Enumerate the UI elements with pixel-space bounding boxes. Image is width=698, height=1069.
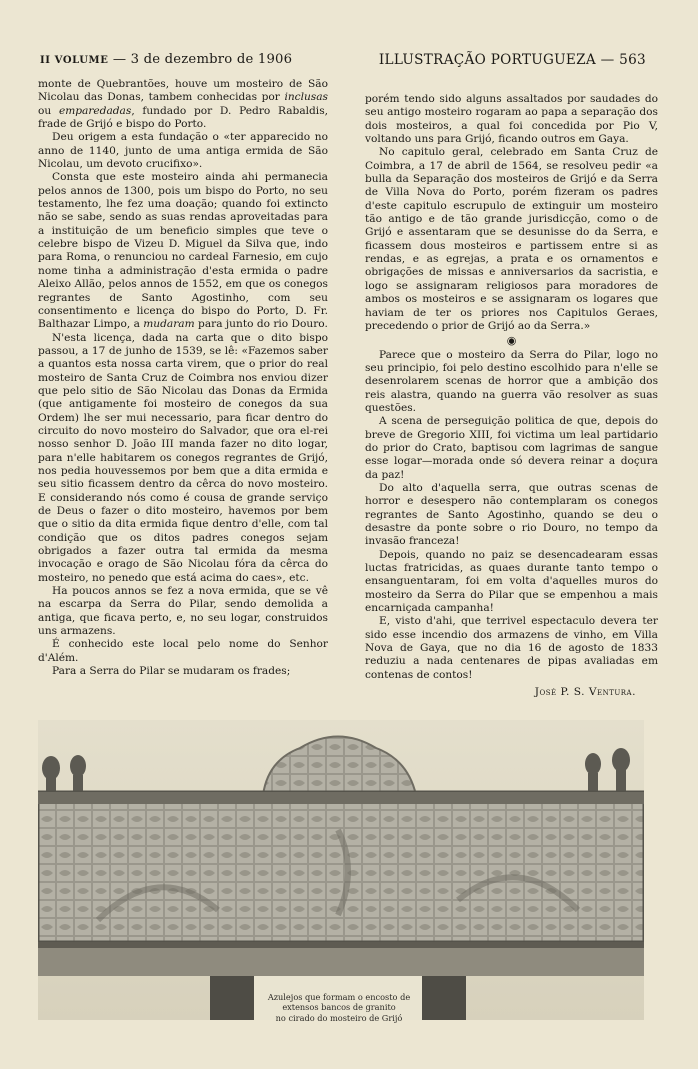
right-column xyxy=(365,93,658,699)
paragraph: Parece que o mosteiro da Serra do Pilar, logo no seu principio, foi pelo destino escolhido para n'elle se desenrolarem scenas de horror que a ambição dos reis alastra, quando na guerra vão resolver as suas questões. xyxy=(365,348,658,414)
paragraph: Do alto d'aquella serra, que outras scenas de horror e desespero não contemplaram os conegos regrantes de Santo Agostinho, quando se deu o desastre da ponte sobre o rio Douro, no tempo da invasão franceza! xyxy=(365,481,658,548)
azulejo-bench-photo xyxy=(38,720,644,1020)
caption-line: Azulejos que formam o encosto de xyxy=(267,992,411,1002)
paragraph xyxy=(38,171,328,331)
caption-line: no cirado do mosteiro de Grijó xyxy=(275,1012,403,1023)
left-column xyxy=(38,78,328,678)
paragraph: Depois, quando no paiz se desencadearam essas luctas fratricidas, as quaes durante tanto tempo o ensanguentaram, foi em volta d'aquelles muros do mosteiro da Serra do Pilar que se empenhou a mais encarniçada campanha! xyxy=(365,548,658,615)
italic-term: emparedadas xyxy=(58,104,132,117)
italic-term: mudaram xyxy=(143,318,195,331)
text-run: , fundado por D. Pedro Rabaldis, frade de Grijó e bispo do Porto. xyxy=(38,104,328,131)
issue-date: — 3 de dezembro de 1906 xyxy=(112,52,293,67)
header-volume-date xyxy=(40,52,292,67)
text-run: monte de Quebrantões, houve um mosteiro de São Nicolau das Donas, tambem conhecidas por xyxy=(38,78,328,104)
text-run: ou xyxy=(38,104,59,117)
paragraph: Deu origem a esta fundação o «ter apparecido no anno de 1140, junto de uma antiga ermida de São Nicolau, um devoto crucifixo». xyxy=(38,131,328,171)
paragraph: No capitulo geral, celebrado em Santa Cruz de Coimbra, a 17 de abril de 1564, se resolveu pedir «a bulla da Separação dos mosteiros de Grijó e da Serra de Villa Nova do Porto, porém fizeram os padres d'este capitulo escrupulo de extinguir um mosteiro tão antigo e de tão grande jurisdicção, como o de Grijó e assentaram que se desunisse do da Serra, e ficassem dous mosteiros e partissem entre si as rendas, e as egrejas, a prata e os ornamentos e obrigações de missas e anniversarios da sacristia, e logo se assignaram religiosos para moradores de ambos os mosteiros e se assignaram os logares que haviam de ter os priores nos Capitulos Geraes, precedendo o prior de Grijó ao da Serra.» xyxy=(365,146,658,332)
author-signature: José P. S. Ventura. xyxy=(534,686,636,699)
paragraph: porém tendo sido alguns assaltados por saudades do seu antigo mosteiro rogaram ao papa a separação dos dois mosteiros, a qual foi concedida por Pio V, voltando uns para Grijó, ficando outros em Gaya. xyxy=(365,93,658,146)
paragraph: Ha poucos annos se fez a nova ermida, que se vê na escarpa da Serra do Pilar, sendo demolida a antiga, que ficava perto, e, no seu logar, construidos uns armazens. xyxy=(38,585,328,638)
paragraph: E, visto d'ahi, que terrivel espectaculo devera ter sido esse incendio dos armazens de vinho, em Villa Nova de Gaya, que no dia 16 de agosto de 1833 reduziu a nada centenares de pipas avaliadas em contenas de contos! xyxy=(365,615,658,681)
paragraph: N'esta licença, dada na carta que o dito bispo passou, a 17 de junho de 1539, se lê: «Fazemos saber a quantos esta nossa carta virem, que o prior do real mosteiro de Santa Cruz de Coimbra nos enviou dizer que pelo sitio de São Nicolau das Donas da Ermida (que antigamente foi mosteiro de conegos da sua Ordem) lhe ser mui necessario, para ficar dentro do circuito do novo mosteiro do Salvador, que ora el-rei nosso senhor D. João III manda fazer no dito logar, para n'elle habitarem os conegos regrantes de Grijó, nos pedia houvessemos por bem que a dita ermida e seu sitio ficassem dentro da cêrca do novo mosteiro. E considerando nós como é cousa de grande serviço de Deus o fazer o dito mosteiro, havemos por bem que o sitio da dita ermida fique dentro d'elle, com tal condição que os ditos padres conegos sejam obrigados a fazer outra tal ermida da mesma invocação e orago de São Nicolau fóra da cêrca do mosteiro, no penedo que está acima do caes», etc. xyxy=(38,331,328,584)
italic-term: inclusas xyxy=(284,91,328,104)
running-header xyxy=(40,52,646,70)
paragraph xyxy=(38,78,328,131)
paragraph: A scena de perseguição politica de que, depois do breve de Gregorio XIII, foi victima um leal partidario do prior do Crato, baptisou com lagrimas de sangue esse logar—morada onde só devera reinar a doçura da paz! xyxy=(365,415,658,481)
photo-illustration xyxy=(38,720,644,1020)
publication-title-page-number: ILLUSTRAÇÃO PORTUGUEZA — 563 xyxy=(378,52,646,68)
text-run: para junto do rio Douro. xyxy=(194,318,328,331)
section-ornament: ◉ xyxy=(506,334,517,348)
caption-line: extensos bancos de granito xyxy=(282,1002,396,1013)
photo-caption xyxy=(224,992,454,1023)
paragraph: É conhecido este local pelo nome do Senhor d'Além. xyxy=(38,638,328,664)
volume-label: II VOLUME xyxy=(40,55,109,66)
text-run: Consta que este mosteiro ainda ahi permanecia pelos annos de 1300, pois um bispo do Porto, no seu testamento, lhe fez uma doação; quando foi extincto não se sabe, sendo as suas rendas aproveitadas para a instituição de um beneficio simples que teve o celebre bispo de Vizeu D. Miguel da Silva que, indo para Roma, o renunciou no cardeal Farnesio, em cujo nome tinha a administração d'esta ermida o padre Aleixo Allão, pelos annos de 1552, em que os conegos regrantes de Santo Agostinho, com seu consentimento e licença do bispo do Porto, D. Fr. Balthazar Limpo, a xyxy=(38,171,328,331)
paragraph: Para a Serra do Pilar se mudaram os frades; xyxy=(52,665,291,678)
